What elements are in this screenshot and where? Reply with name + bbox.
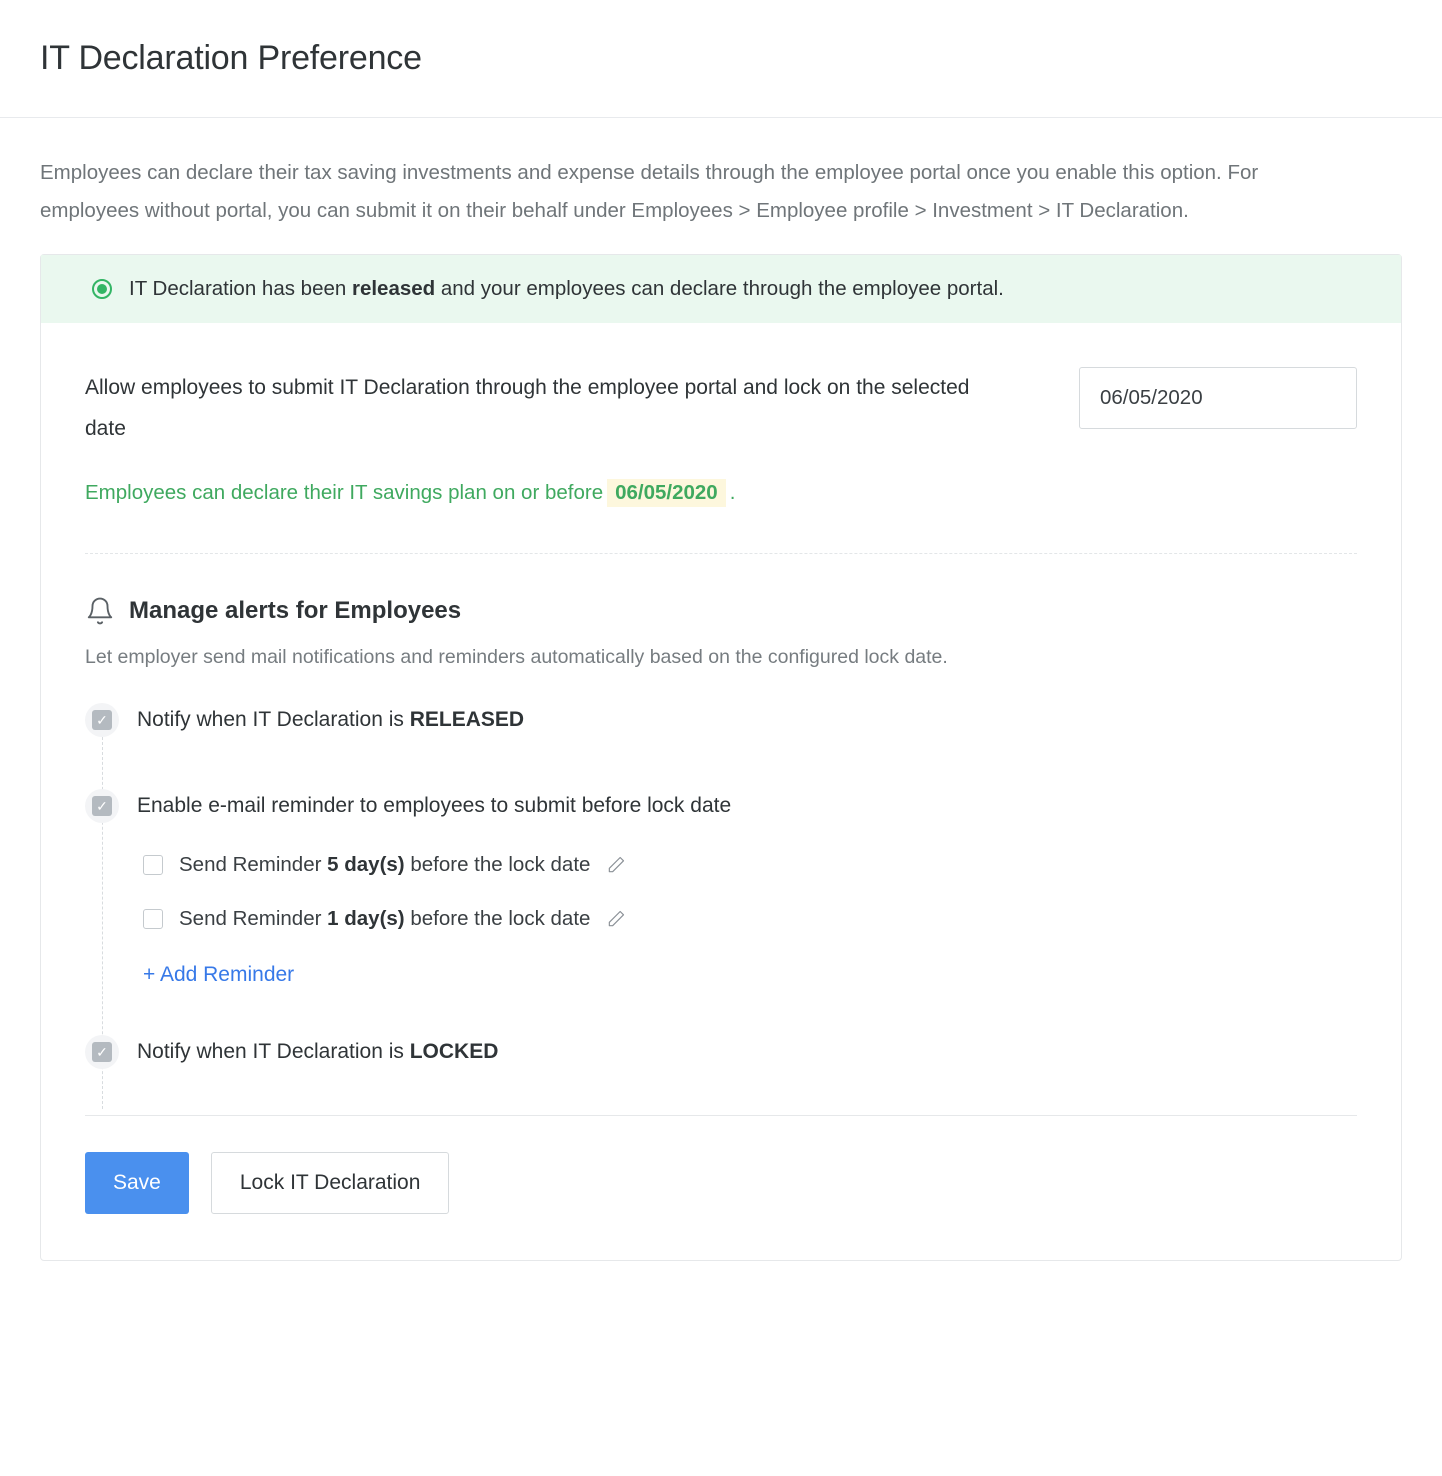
declare-note-date: 06/05/2020 xyxy=(607,479,726,507)
reminder-row-1[interactable] xyxy=(143,853,1357,877)
preference-card xyxy=(40,254,1402,1261)
alerts-title: Manage alerts for Employees xyxy=(129,597,462,624)
action-bar xyxy=(85,1116,1357,1260)
status-dot-icon xyxy=(91,278,113,300)
checkbox-reminder-2[interactable] xyxy=(143,909,163,929)
intro-description: Employees can declare their tax saving investments and expense details through the employee portal once you enable this option. For employees without portal, you can submit it on their behalf under Employees > Employee profile > Investment > IT Declaration. xyxy=(40,161,1259,222)
checkmark-icon: ✓ xyxy=(92,796,112,816)
section-divider-dotted xyxy=(85,553,1357,554)
reminder-2-prefix: Send Reminder xyxy=(179,907,322,930)
status-banner-text-after: and your employees can declare through the employee portal. xyxy=(435,277,1004,300)
pencil-icon[interactable] xyxy=(606,909,626,929)
add-reminder-button[interactable]: + Add Reminder xyxy=(143,963,295,986)
alert-item-reminder[interactable] xyxy=(85,789,1357,823)
page-title: IT Declaration Preference xyxy=(40,39,422,77)
alerts-subtitle: Let employer send mail notifications and reminders automatically based on the configured lock date. xyxy=(85,646,948,668)
reminder-2-days: 1 day(s) xyxy=(327,907,405,930)
checkmark-icon: ✓ xyxy=(92,710,112,730)
checkbox-email-reminder[interactable] xyxy=(85,789,119,823)
checkbox-reminder-1[interactable] xyxy=(143,855,163,875)
reminder-2-label xyxy=(179,907,590,931)
status-banner-text-before: IT Declaration has been xyxy=(129,277,352,300)
declare-note-prefix: Employees can declare their IT savings plan on or before xyxy=(85,481,604,504)
alerts-header xyxy=(85,596,1357,626)
lock-it-declaration-button[interactable]: Lock IT Declaration xyxy=(211,1152,450,1214)
reminder-2-suffix: before the lock date xyxy=(410,907,591,930)
save-button[interactable]: Save xyxy=(85,1152,189,1214)
alert-item-reminder-label: Enable e-mail reminder to employees to submit before lock date xyxy=(137,794,732,817)
checkbox-locked[interactable] xyxy=(85,1035,119,1069)
lock-date-row xyxy=(85,357,1357,449)
alert-locked-text: Notify when IT Declaration is xyxy=(137,1040,410,1063)
reminder-1-suffix: before the lock date xyxy=(410,853,591,876)
alert-locked-emphasis: LOCKED xyxy=(409,1040,499,1063)
pencil-icon[interactable] xyxy=(606,855,626,875)
lock-date-label: Allow employees to submit IT Declaration through the employee portal and lock on the selected date xyxy=(85,376,970,440)
declare-note-suffix: . xyxy=(729,481,736,504)
page-header xyxy=(0,0,1442,118)
card-body xyxy=(41,323,1401,1260)
alert-released-text: Notify when IT Declaration is xyxy=(137,708,410,731)
alert-item-released-label xyxy=(137,708,524,732)
reminder-row-2[interactable] xyxy=(143,907,1357,931)
reminder-1-label xyxy=(179,853,590,877)
alerts-checklist xyxy=(85,703,1357,1069)
status-banner-text xyxy=(129,277,1004,301)
alert-item-released[interactable] xyxy=(85,703,1357,737)
bell-icon xyxy=(85,596,115,626)
reminder-1-days: 5 day(s) xyxy=(327,853,405,876)
status-banner-status-word: released xyxy=(351,277,436,300)
alert-released-emphasis: RELEASED xyxy=(409,708,525,731)
declare-note xyxy=(85,479,1357,507)
alert-item-locked[interactable] xyxy=(85,1035,1357,1069)
reminder-1-prefix: Send Reminder xyxy=(179,853,322,876)
lock-date-input[interactable] xyxy=(1079,367,1357,429)
status-banner xyxy=(41,255,1401,323)
checkbox-released[interactable] xyxy=(85,703,119,737)
reminder-sub-list xyxy=(143,853,1357,987)
alert-item-locked-label xyxy=(137,1040,498,1064)
checkmark-icon: ✓ xyxy=(92,1042,112,1062)
